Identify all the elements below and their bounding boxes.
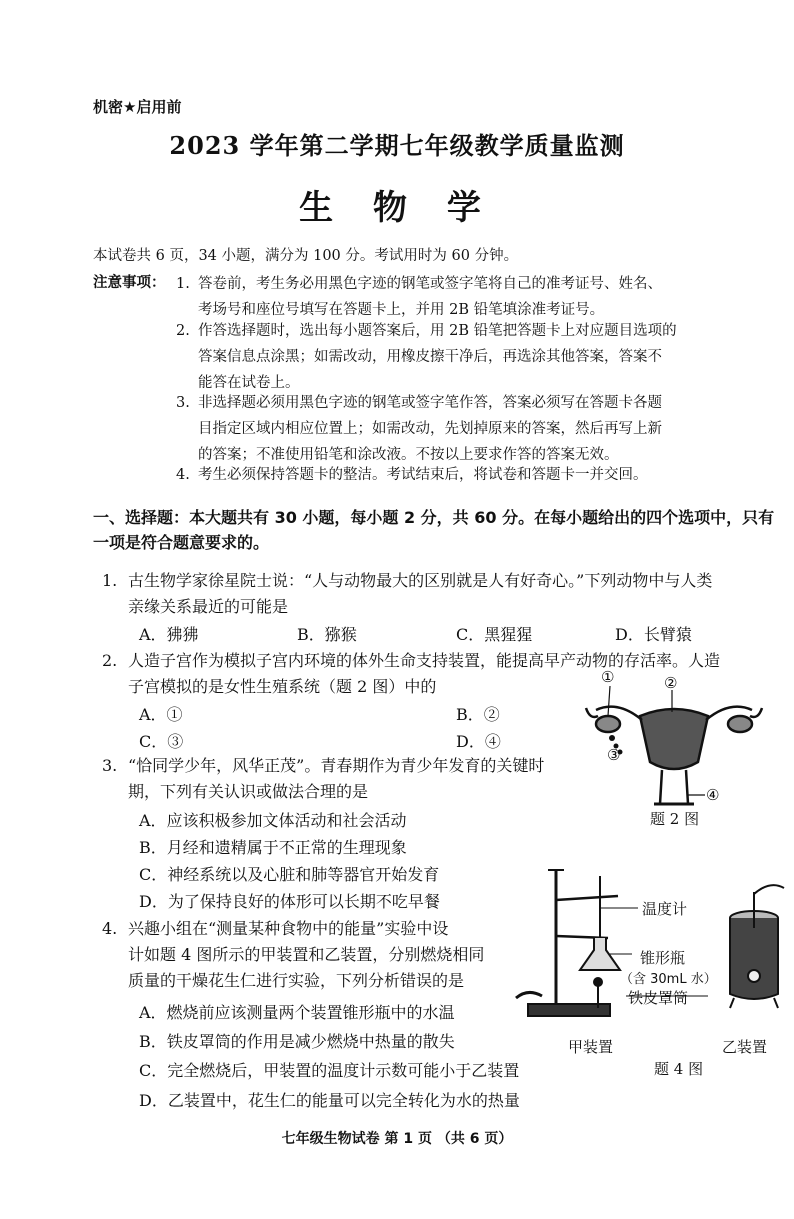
- q3-option-c: C．神经系统以及心脏和肺等器官开始发育: [139, 865, 440, 884]
- section-header: 一、选择题：本大题共有 30 小题，每小题 2 分，共 60 分。在每小题给出的四个选项中，只有一项是符合题意要求的。: [93, 508, 775, 552]
- notice-num: 3.: [176, 395, 190, 411]
- page-footer: 七年级生物试卷 第 1 页 （共 6 页）: [281, 1131, 513, 1147]
- question-line: 古生物学家徐星院士说：“人与动物最大的区别就是人有好奇心。”下列动物中与人类: [128, 571, 713, 590]
- question-number: 3.: [102, 756, 118, 775]
- notice-item-4: [176, 462, 648, 488]
- question-1: [102, 568, 713, 620]
- q2-option-b: B．②: [456, 705, 500, 724]
- q1-option-b: B．猕猴: [297, 625, 357, 644]
- notice-line: 答卷前，考生务必用黑色字迹的钢笔或签字笔将自己的准考证号、姓名、: [198, 276, 662, 292]
- notice-item-3: [176, 390, 662, 468]
- notice-line: 的答案；不准使用铅笔和涂改液。不按以上要求作答的答案无效。: [198, 447, 619, 463]
- exam-title: 2023 学年第二学期七年级教学质量监测: [169, 131, 625, 160]
- question-3: [102, 753, 545, 805]
- figure-2-mark-1: ①: [601, 668, 615, 686]
- notice-line: 能答在试卷上。: [198, 375, 300, 391]
- q4-option-a: A．燃烧前应该测量两个装置锥形瓶中的水温: [139, 1003, 455, 1022]
- figure-4-flask-label: 锥形瓶: [640, 949, 686, 967]
- q2-option-a: A．①: [139, 705, 183, 724]
- figure-4-thermometer-label: 温度计: [642, 900, 688, 918]
- question-line: 期，下列有关认识或做法合理的是: [128, 782, 369, 801]
- figure-2-mark-4: ④: [706, 786, 720, 804]
- question-number: 4.: [102, 919, 118, 938]
- figure-2-mark-2: ②: [664, 674, 678, 692]
- question-line: 子宫模拟的是女性生殖系统（题 2 图）中的: [128, 677, 437, 696]
- notice-line: 考场号和座位号填写在答题卡上，并用 2B 铅笔填涂准考证号。: [198, 302, 605, 318]
- notice-item-2: [176, 318, 677, 396]
- question-number: 2.: [102, 651, 118, 670]
- notice-line: 考生必须保持答题卡的整洁。考试结束后，将试卷和答题卡一并交回。: [198, 467, 648, 483]
- q1-option-a: A．狒狒: [139, 625, 199, 644]
- question-line: 质量的干燥花生仁进行实验，下列分析错误的是: [128, 971, 465, 990]
- question-line: 亲缘关系最近的可能是: [128, 597, 289, 616]
- q1-option-c: C．黑猩猩: [456, 625, 533, 644]
- question-line: “恰同学少年，风华正茂”。青春期作为青少年发育的关键时: [128, 756, 545, 775]
- notice-label: 注意事项：: [93, 275, 166, 291]
- q2-option-c: C．③: [139, 732, 184, 751]
- notice-line: 作答选择题时，选出每小题答案后，用 2B 铅笔把答题卡上对应题目选项的: [198, 323, 677, 339]
- figure-4-device-a-label: 甲装置: [568, 1038, 614, 1056]
- q4-option-c: C．完全燃烧后，甲装置的温度计示数可能小于乙装置: [139, 1061, 520, 1080]
- question-4: [102, 916, 485, 994]
- figure-4-caption: 题 4 图: [654, 1060, 704, 1078]
- q3-option-a: A．应该积极参加文体活动和社会活动: [139, 811, 407, 830]
- notice-line: 答案信息点涂黑；如需改动，用橡皮擦干净后，再选涂其他答案，答案不: [198, 349, 662, 365]
- notice-num: 1.: [176, 276, 190, 292]
- notice-num: 2.: [176, 323, 190, 339]
- notice-item-1: [176, 271, 662, 323]
- q1-option-d: D．长臂猿: [615, 625, 692, 644]
- figure-4-device-b-label: 乙装置: [722, 1038, 768, 1056]
- confidential-mark: 机密★启用前: [93, 98, 182, 116]
- q3-option-b: B．月经和遗精属于不正常的生理现象: [139, 838, 407, 857]
- exam-intro: 本试卷共 6 页，34 小题，满分为 100 分。考试用时为 60 分钟。: [93, 248, 519, 264]
- q3-option-d: D．为了保持良好的体形可以长期不吃早餐: [139, 892, 440, 911]
- subject-title: 生 物 学: [299, 188, 495, 228]
- q4-option-d: D．乙装置中，花生仁的能量可以完全转化为水的热量: [139, 1091, 520, 1110]
- notice-num: 4.: [176, 467, 190, 483]
- figure-2-caption: 题 2 图: [650, 810, 700, 828]
- q2-option-d: D．④: [456, 732, 501, 751]
- figure-2-mark-3: ③: [607, 746, 621, 764]
- figure-4-flask-note: （含 30mL 水）: [620, 972, 717, 987]
- figure-4-shield-label: 铁皮罩筒: [628, 989, 689, 1007]
- q4-option-b: B．铁皮罩筒的作用是减少燃烧中热量的散失: [139, 1032, 455, 1051]
- question-line: 计如题 4 图所示的甲装置和乙装置，分别燃烧相同: [128, 945, 485, 964]
- question-line: 兴趣小组在“测量某种食物中的能量”实验中设: [128, 919, 449, 938]
- notice-line: 非选择题必须用黑色字迹的钢笔或签字笔作答，答案必须写在答题卡各题: [198, 395, 662, 411]
- notice-line: 目指定区域内相应位置上；如需改动，先划掉原来的答案，然后再写上新: [198, 421, 662, 437]
- question-line: 人造子宫作为模拟子宫内环境的体外生命支持装置，能提高早产动物的存活率。人造: [128, 651, 721, 670]
- question-number: 1.: [102, 571, 118, 590]
